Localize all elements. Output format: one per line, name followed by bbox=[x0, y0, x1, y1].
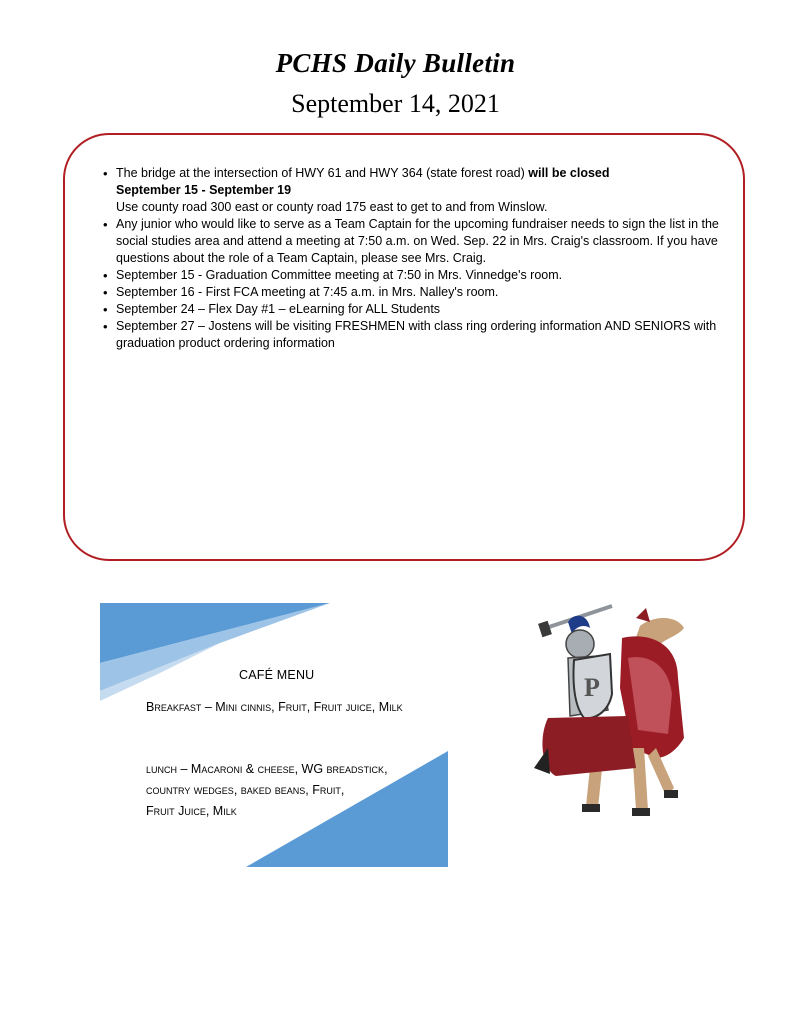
menu-lunch-line3: Fruit Juice, Milk bbox=[146, 804, 237, 818]
cafe-menu-title: CAFÉ MENU bbox=[239, 668, 315, 682]
announcement-item-team-captain: • Any junior who would like to serve as a Team Captain for the upcoming fundraiser needs to sign the list in the social studies area and attend a meeting at 7:50 a.m. on Wed. Sep. 22 in Mrs. Craig's classroom. If you have questions about the role of a Team Captain, please see Mrs. Craig. bbox=[100, 216, 740, 267]
announcement-bridge-dates: September 15 - September 19 bbox=[116, 183, 292, 197]
announcement-bridge-text: The bridge at the intersection of HWY 61 and HWY 364 (state forest road) bbox=[116, 166, 529, 180]
menu-breakfast: Breakfast – Mini cinnis, Fruit, Fruit juice, Milk bbox=[146, 700, 403, 714]
announcement-item-bridge bbox=[100, 165, 740, 216]
bulletin-date: September 14, 2021 bbox=[291, 89, 500, 118]
announcement-bridge-detail: Use county road 300 east or county road 175 east to get to and from Winslow. bbox=[116, 200, 548, 214]
announcement-list bbox=[100, 165, 740, 352]
menu-background-graphic bbox=[100, 603, 448, 867]
menu-lunch-line2: country wedges, baked beans, Fruit, bbox=[146, 783, 345, 797]
menu-lunch bbox=[146, 759, 426, 822]
announcement-bridge-bold: will be closed bbox=[528, 166, 610, 180]
svg-text:P: P bbox=[584, 673, 600, 702]
bulletin-title: PCHS Daily Bulletin bbox=[275, 48, 516, 78]
announcement-item-fca: • September 16 - First FCA meeting at 7:45 a.m. in Mrs. Nalley's room. bbox=[100, 284, 740, 301]
knight-on-horse-icon bbox=[528, 598, 700, 838]
announcement-item-flex-day: • September 24 – Flex Day #1 – eLearning for ALL Students bbox=[100, 301, 740, 318]
menu-lunch-line1: lunch – Macaroni & cheese, WG breadstick, bbox=[146, 762, 388, 776]
announcement-item-graduation-committee: • September 15 - Graduation Committee meeting at 7:50 in Mrs. Vinnedge's room. bbox=[100, 267, 740, 284]
announcement-item-jostens: • September 27 – Jostens will be visiting FRESHMEN with class ring ordering information AND SENIORS with graduation product ordering information bbox=[100, 318, 740, 352]
